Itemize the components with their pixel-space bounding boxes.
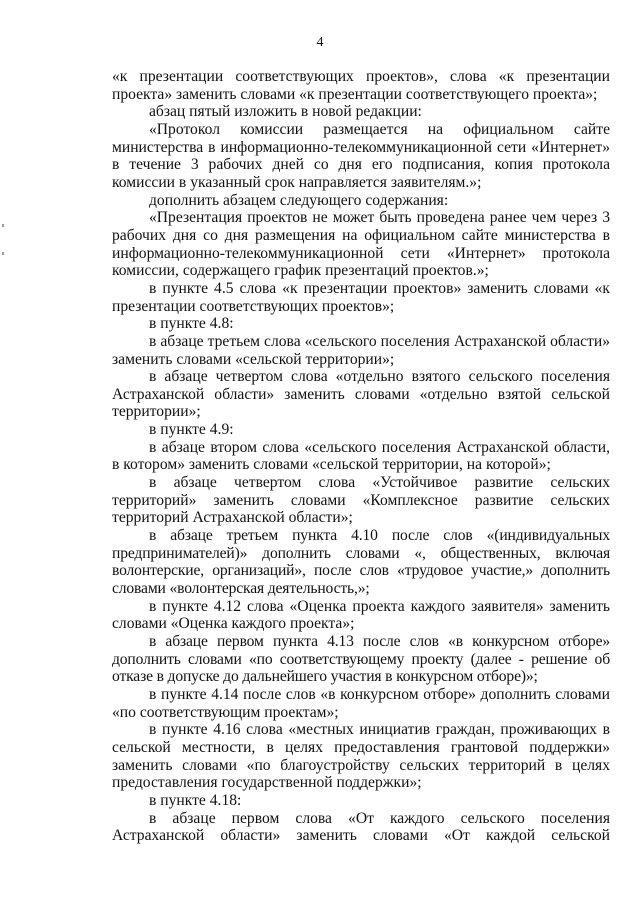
paragraph: в пункте 4.5 слова «к презентации проектов» заменить словами «к презентации соответствующих проектов»; [112, 279, 610, 315]
paragraph: «Протокол комиссии размещается на официальном сайте министерства в информационно-телекоммуникационной сети «Интернет» в течение 3 рабочих дней со дня его подписания, копия протокола комиссии в указанный срок направляется заявителям.»; [112, 120, 610, 191]
paragraph: в пункте 4.8: [149, 315, 234, 333]
paragraph: абзац пятый изложить в новой редакции: [149, 103, 422, 121]
margin-mark [2, 252, 4, 255]
paragraph: в абзаце втором слова «сельского поселения Астраханской области, в котором» заменить словами «сельской территории, на которой»; [112, 438, 610, 474]
paragraph: дополнить абзацем следующего содержания: [149, 191, 449, 209]
document-body [112, 68, 610, 845]
margin-mark [2, 224, 4, 227]
paragraph: в абзаце четвертом слова «Устойчивое развитие сельских территорий» заменить словами «Комплексное развитие сельских территорий Астраханской области»; [112, 474, 610, 527]
paragraph: в пункте 4.18: [149, 791, 242, 809]
page-number: 4 [316, 35, 324, 50]
paragraph: в абзаце первом пункта 4.13 после слов «в конкурсном отборе» дополнить словами «по соответствующему проекту (далее - решение об отказе в допуске до дальнейшего участия в конкурсном отборе)»; [112, 633, 610, 686]
paragraph: в пункте 4.16 слова «местных инициатив граждан, проживающих в сельской местности, в целях предоставления грантовой поддержки» заменить словами «по благоустройству сельских территорий в целях предоставления государственной поддержки»; [112, 721, 610, 792]
paragraph: в абзаце третьем пункта 4.10 после слов «(индивидуальных предпринимателей)» дополнить словами «, общественных, включая волонтерские, организаций», после слов «трудовое участие,» дополнить словами «волонтерская деятельность,»; [112, 527, 610, 598]
paragraph: в пункте 4.12 слова «Оценка проекта каждого заявителя» заменить словами «Оценка каждого проекта»; [112, 597, 610, 633]
paragraph: в абзаце четвертом слова «отдельно взятого сельского поселения Астраханской области» заменить словами «отдельно взятой сельской территории»; [112, 368, 610, 421]
paragraph: в пункте 4.9: [149, 421, 234, 439]
paragraph: «Презентация проектов не может быть проведена ранее чем через 3 рабочих дня со дня размещения на официальном сайте министерства в информационно-телекоммуникационной сети «Интернет» протокола комиссии, содержащего график презентаций проектов.»; [112, 209, 610, 280]
paragraph: в абзаце третьем слова «сельского поселения Астраханской области» заменить словами «сельской территории»; [112, 332, 610, 368]
paragraph: «к презентации соответствующих проектов», слова «к презентации проекта» заменить словами «к презентации соответствующего проекта»; [112, 68, 610, 103]
paragraph: в абзаце первом слова «От каждого сельского поселения Астраханской области» заменить словами «От каждой сельской [112, 809, 610, 845]
paragraph: в пункте 4.14 после слов «в конкурсном отборе» дополнить словами «по соответствующим проектам»; [112, 685, 610, 721]
